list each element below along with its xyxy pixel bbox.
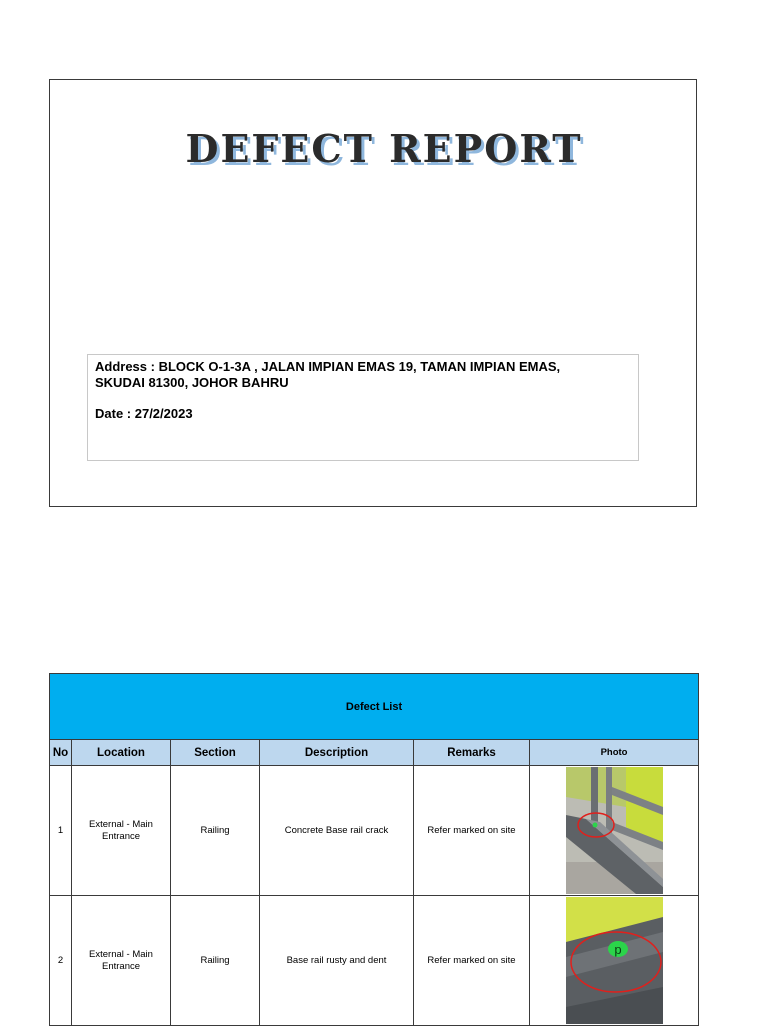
address-line-1: Address : BLOCK O-1-3A , JALAN IMPIAN EMAS 19, TAMAN IMPIAN EMAS, — [95, 359, 561, 374]
row-location: External - Main Entrance — [72, 766, 171, 896]
row-photo — [530, 766, 699, 896]
defect-list-banner: Defect List — [50, 674, 699, 740]
row-description: Base rail rusty and dent — [260, 896, 414, 1026]
header-section: Section — [171, 740, 260, 766]
header-description: Description — [260, 740, 414, 766]
table-row — [50, 766, 699, 896]
address-box — [87, 354, 639, 461]
header-location: Location — [72, 740, 171, 766]
row-no: 2 — [50, 896, 72, 1026]
table-row — [50, 896, 699, 1026]
defect-photo-railing-crack — [566, 767, 663, 894]
defect-photo-rusty-rail — [566, 897, 663, 1024]
row-no: 1 — [50, 766, 72, 896]
row-remarks: Refer marked on site — [414, 766, 530, 896]
row-remarks: Refer marked on site — [414, 896, 530, 1026]
address-line-2: SKUDAI 81300, JOHOR BAHRU — [95, 375, 289, 390]
photo-marker-label: p — [613, 942, 622, 957]
header-remarks: Remarks — [414, 740, 530, 766]
table-header-row — [50, 740, 699, 766]
header-no: No — [50, 740, 72, 766]
row-section: Railing — [171, 896, 260, 1026]
row-description: Concrete Base rail crack — [260, 766, 414, 896]
row-photo — [530, 896, 699, 1026]
defect-table — [49, 673, 699, 1026]
row-section: Railing — [171, 766, 260, 896]
header-photo: Photo — [530, 740, 699, 766]
report-date: Date : 27/2/2023 — [95, 406, 193, 421]
report-title: DEFECT REPORT — [185, 126, 583, 171]
row-location: External - Main Entrance — [72, 896, 171, 1026]
